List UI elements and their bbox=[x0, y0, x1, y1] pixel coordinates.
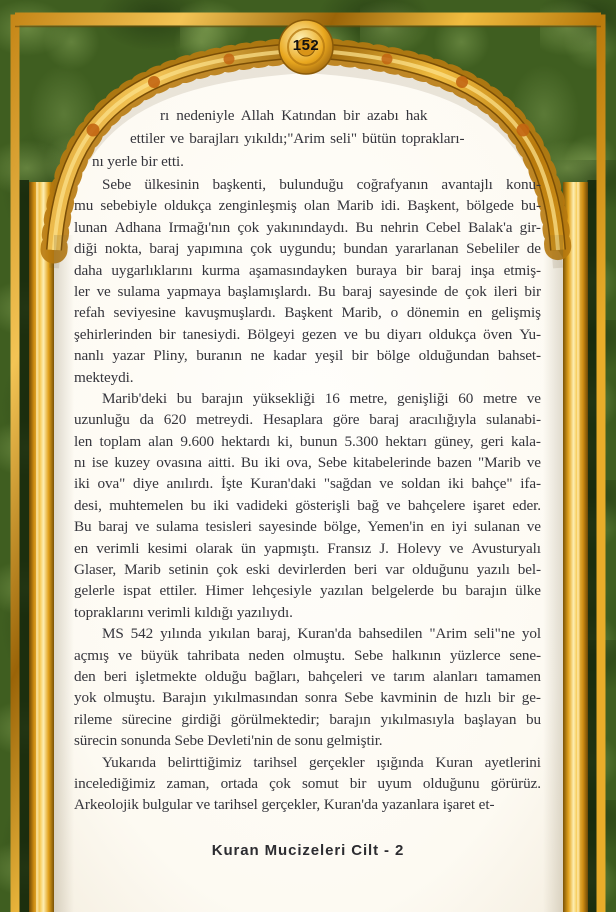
footer-title: Kuran Mucizeleri Cilt - 2 bbox=[211, 842, 405, 859]
text-line: len toplam alan 9.600 hektardı ki, bunun 5.300 hektarı güney, geri kala- bbox=[74, 432, 541, 450]
text-line: sürecin sonunda Sebe Devleti'nin de sonu gelmiştir. bbox=[74, 732, 383, 750]
text-line: Bu baraj ve sulama tesisleri sayesinde bölge, Yemen'in en iyi sulanan ve bbox=[74, 518, 541, 536]
text-line: mu sebebiyle oldukça zenginleşmiş olan Marib idi. Başkent, bölgede bu- bbox=[74, 197, 541, 215]
text-line: ler ve sulama yapmaya başlamışlardı. Bu baraj sayesinde de çok ileri bir bbox=[74, 282, 541, 300]
text-line: incelediğimiz zaman, ortada çok somut bir uyum olduğunu görürüz. bbox=[74, 774, 541, 792]
quote-block bbox=[74, 104, 554, 173]
body-text bbox=[74, 174, 541, 816]
text-line: iki ova" diye anılırdı. İşte Kuran'daki "sağdan ve soldan iki bahçe" ifa- bbox=[74, 475, 541, 493]
text-line: den beri işletmekte olduğu bağları, bahçeleri ve tarım alanları tamamen bbox=[74, 667, 541, 685]
text-line: açmış ve büyük tahribata neden olmuştu. Sebe halkının yüzlerce sene- bbox=[74, 646, 541, 664]
text-line: desi, muhtemelen bu iki vadideki gösterişli bağ ve bahçelere işaret eder. bbox=[74, 496, 541, 514]
text-line: şehirlerinden bir tanesiydi. Bölgeyi gezen ve bu diyarı oldukça öven Yu- bbox=[74, 325, 541, 343]
text-line: gelerle ispat ettiler. Himer lehçesiyle yazılan belgelerde bu barajın ülke bbox=[74, 582, 541, 600]
text-line: daha uygarlıklarını kurma aşamasındayken buraya bir baraj inşa etmiş- bbox=[74, 261, 541, 279]
right-gold-column bbox=[563, 182, 588, 912]
text-line: MS 542 yılında yıkılan baraj, Kuran'da bahsedilen "Arim seli"ne yol bbox=[102, 625, 541, 643]
quote-line: ettiler ve barajları yıkıldı;"Arim seli" bütün toprakları- bbox=[130, 130, 465, 147]
text-line: rileme sürecine girdiği görülmektedir; barajın yıkılmasıyla başlayan bu bbox=[74, 710, 541, 728]
text-line: Yukarıda belirttiğimiz tarihsel gerçekler ışığında Kuran ayetlerini bbox=[102, 753, 541, 771]
text-line: topraklarını verimli kıldığı yazılıydı. bbox=[74, 603, 293, 621]
text-line: lunan Adhana Irmağı'nın çok yakınındaydı. Bu nehrin Cebel Balak'a gir- bbox=[74, 218, 541, 236]
right-dark-strip bbox=[588, 180, 598, 912]
text-line: en verimli kesimi olarak ün yapmıştı. Fransız J. Holevy ve Avusturyalı bbox=[74, 539, 541, 557]
text-line: nanlı yazar Pliny, buranın ne kadar yeşil bir bölge olduğundan bahset- bbox=[74, 347, 541, 365]
quote-line: rı nedeniyle Allah Katından bir azabı hak bbox=[160, 107, 428, 124]
quote-line: nı yerle bir etti. bbox=[92, 153, 184, 170]
text-line: Sebe ülkesinin başkenti, bulunduğu coğrafyanın avantajlı konu- bbox=[102, 176, 541, 193]
text-line: mekteydi. bbox=[74, 368, 134, 386]
text-line: yok olmuştu. Barajın yıkılmasından sonra Sebe kavminin de hızlı bir ge- bbox=[74, 689, 541, 707]
text-line: Marib'deki bu barajın yüksekliği 16 metre, genişliği 60 metre ve bbox=[102, 389, 541, 407]
text-line: Arkeolojik bulgular ve tarihsel gerçekler, Kuran'da yazanlara işaret et- bbox=[74, 796, 495, 814]
left-gold-column bbox=[29, 182, 54, 912]
text-line: diği nokta, baraj yapımına çok uygundu; bundan yararlanan Sebeliler de bbox=[74, 240, 541, 258]
left-dark-strip bbox=[20, 180, 30, 912]
text-line: Glaser, Marib setinin çok eski devirlerden beri var olduğunu yazılı bel- bbox=[74, 561, 541, 579]
page-number: 152 bbox=[292, 37, 320, 54]
text-line: nı ise kuzey ovasına aitti. Bu iki ova, Sebe kitabelerinde bazen "Marib ve bbox=[74, 454, 541, 472]
text-line: refah seviyesine kavuşmuşlardı. Başkent Marib, o dönemin en gelişmiş bbox=[74, 304, 541, 322]
text-line: uzunluğu da 620 metreydi. Hesaplara göre baraj aracılığıyla sulanabi- bbox=[74, 411, 541, 429]
